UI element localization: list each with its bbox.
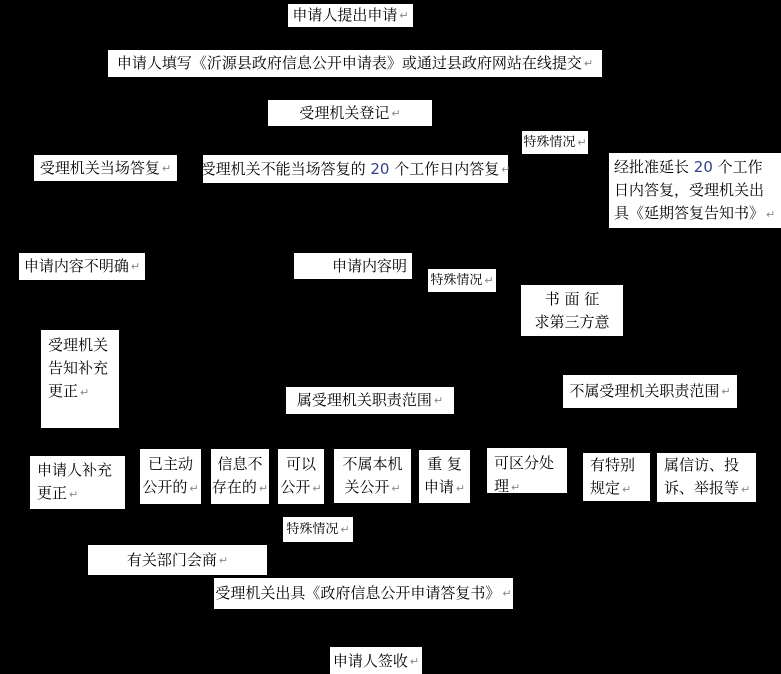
return-mark: ↵ <box>312 482 322 495</box>
node-reply-letter <box>213 577 514 610</box>
label-special-case-1 <box>521 130 589 155</box>
return-mark: ↵ <box>399 9 409 22</box>
return-mark: ↵ <box>409 654 420 668</box>
node-content-unclear <box>18 252 146 281</box>
return-mark: ↵ <box>391 481 401 495</box>
return-mark: ↵ <box>721 385 731 398</box>
return-mark: ↵ <box>189 482 199 495</box>
node-text: 公开的 ↵ <box>142 478 199 496</box>
node-content-clear <box>293 252 413 280</box>
node-text: 申请 ↵ <box>423 478 466 496</box>
node-separable-handling <box>486 447 568 494</box>
node-text: 申请内容不明确 <box>23 257 129 275</box>
node-text: 受理机关登记 <box>299 103 390 122</box>
node-notify-supplement <box>40 329 120 429</box>
number-20: 20 <box>370 159 390 178</box>
node-text: 申请内容明 <box>331 256 407 275</box>
node-text: 信息不 <box>217 455 263 473</box>
node-text: 关公开 ↵ <box>344 477 401 496</box>
node-fill-form <box>107 49 603 78</box>
node-petition-complaint <box>656 452 757 503</box>
node-third-party-opinion <box>520 284 624 337</box>
label-special-case-2 <box>427 268 497 293</box>
return-mark: ↵ <box>218 553 229 567</box>
node-extend-20-days <box>608 152 781 229</box>
node-not-within-scope <box>562 374 738 409</box>
node-text: 告知补充 <box>48 359 109 377</box>
node-can-disclose <box>277 448 325 505</box>
node-text: 受理机关当场答复 <box>39 158 160 177</box>
number-20: 20 <box>693 157 713 176</box>
return-mark: ↵ <box>258 482 269 495</box>
return-mark: ↵ <box>433 394 444 407</box>
node-sign-receipt <box>329 646 423 674</box>
node-text: 更正 ↵ <box>48 382 90 400</box>
return-mark: ↵ <box>340 523 350 536</box>
node-text: 诉、举报等 ↵ <box>664 479 751 497</box>
return-mark: ↵ <box>766 207 776 221</box>
node-reply-within-20-days <box>202 154 509 184</box>
node-text: 求第三方意 <box>534 312 610 331</box>
node-text: 特殊情况 <box>286 522 339 537</box>
node-text: 特殊情况 <box>430 273 483 288</box>
node-register <box>267 99 433 127</box>
node-text: 申请人填写《沂源县政府信息公开申请表》或通过县政府网站在线提交 <box>116 54 582 72</box>
return-mark: ↵ <box>455 482 466 495</box>
return-mark: ↵ <box>511 481 521 494</box>
node-text: 不属本机 <box>342 454 403 473</box>
return-mark: ↵ <box>501 162 511 176</box>
node-applicant-submit <box>287 3 414 28</box>
node-already-public <box>139 448 202 505</box>
node-text: 属信访、投 <box>664 456 740 474</box>
return-mark: ↵ <box>577 136 587 149</box>
node-text: 已主动 <box>147 455 193 473</box>
return-mark: ↵ <box>130 260 141 273</box>
return-mark: ↵ <box>80 386 90 399</box>
node-text: 受理机关出具《政府信息公开申请答复书》 <box>215 584 501 602</box>
label-special-case-3 <box>282 516 354 543</box>
return-mark: ↵ <box>502 587 512 600</box>
node-text: 有关部门会商 <box>126 550 217 569</box>
node-text: 重 复 <box>427 455 462 473</box>
node-text: 更正 ↵ <box>37 484 79 502</box>
node-text: 可以 <box>285 455 316 473</box>
node-text: 申请人签收 <box>332 651 408 670</box>
node-text: 申请人提出申请 <box>292 6 398 24</box>
node-info-not-exist <box>210 448 270 505</box>
node-text: 受理机关不能当场答复的 20 个工作日内答复 <box>200 159 500 178</box>
node-onspot-reply <box>33 154 178 182</box>
node-text: 公开 ↵ <box>280 478 322 496</box>
node-special-rules <box>582 452 651 502</box>
node-repeat-request <box>418 449 471 504</box>
node-text: 申请人补充 <box>37 461 113 479</box>
node-applicant-supplement <box>29 455 126 510</box>
node-text: 书 面 征 <box>544 289 600 308</box>
node-not-this-org <box>333 448 412 504</box>
node-text: 特殊情况 <box>523 135 576 150</box>
node-text: 受理机关 <box>48 336 109 354</box>
node-within-scope <box>285 386 455 415</box>
node-dept-consult <box>87 544 268 576</box>
node-text: 存在的 ↵ <box>211 478 269 496</box>
return-mark: ↵ <box>741 483 751 496</box>
return-mark: ↵ <box>583 57 594 70</box>
return-mark: ↵ <box>161 161 172 175</box>
node-text: 理 ↵ <box>494 477 521 495</box>
return-mark: ↵ <box>69 488 79 501</box>
node-text: 有特别 <box>590 455 636 474</box>
node-text: 规定 ↵ <box>590 478 632 497</box>
return-mark: ↵ <box>622 482 632 496</box>
node-text: 属受理机关职责范围 <box>296 391 432 409</box>
node-text: 经批准延长 20 个工作日内答复，受理机关出具《延期答复告知书》 ↵ <box>614 157 776 222</box>
return-mark: ↵ <box>484 274 494 287</box>
node-text: 可区分处 <box>494 454 555 472</box>
node-text: 不属受理机关职责范围 <box>569 382 720 400</box>
return-mark: ↵ <box>391 106 401 120</box>
